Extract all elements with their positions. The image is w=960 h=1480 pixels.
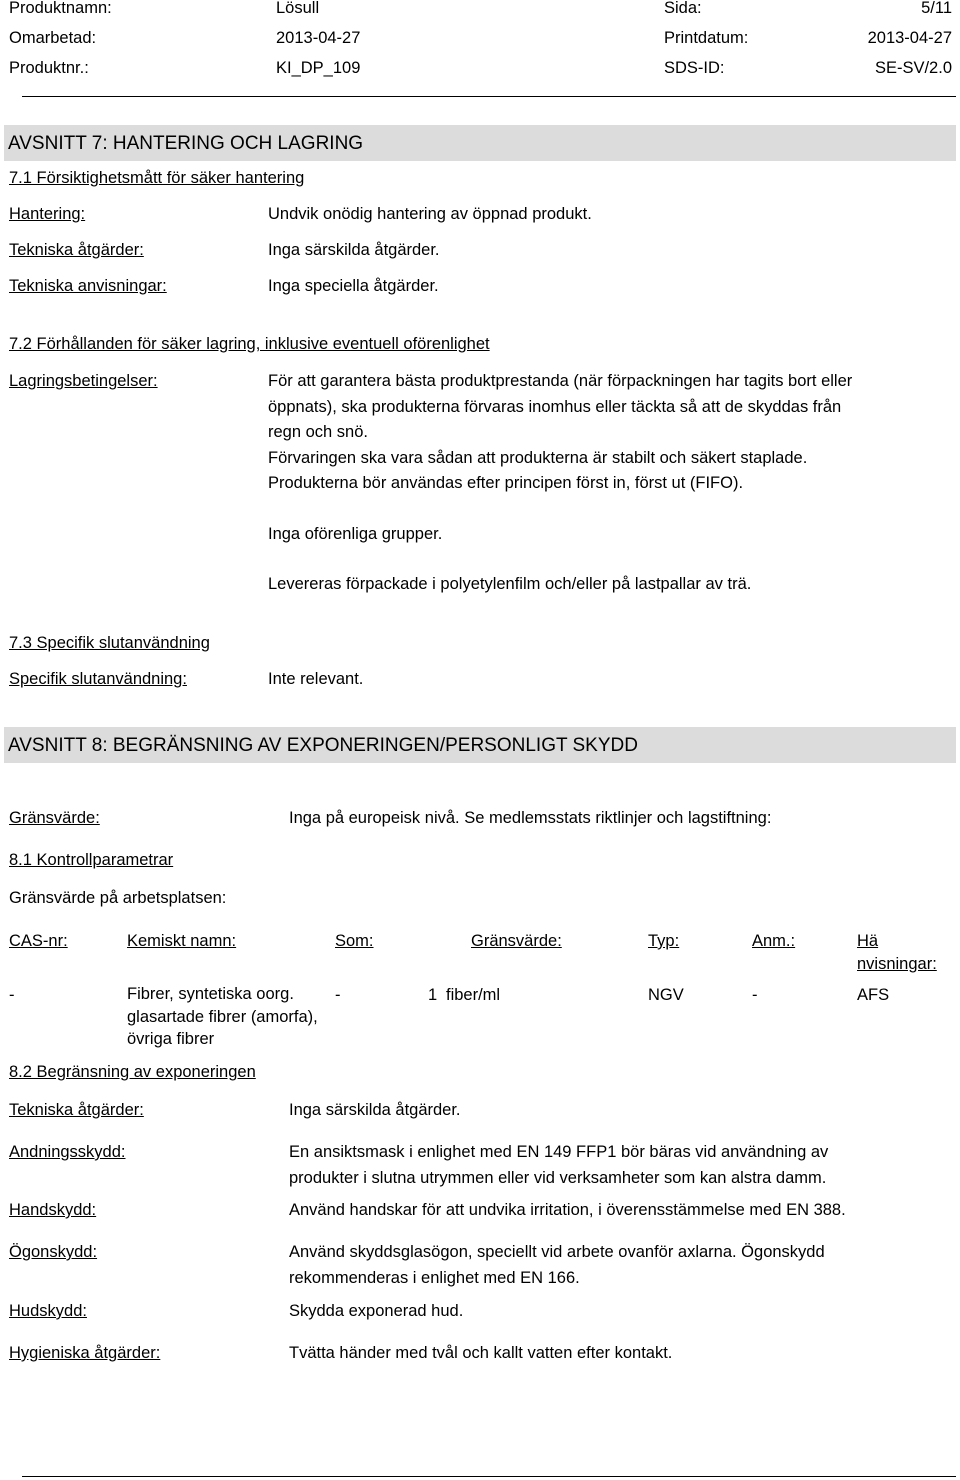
table-cell-som: -	[335, 986, 341, 1004]
lagring-line: regn och snö.	[268, 423, 368, 441]
section8-title: AVSNITT 8: BEGRÄNSNING AV EXPONERINGEN/PERSONLIGT SKYDD	[8, 735, 638, 756]
tekniska-anvisningar-label: Tekniska anvisningar:	[9, 277, 167, 295]
section7-header-bar	[4, 125, 956, 161]
header-sdsid-label: SDS-ID:	[664, 59, 725, 77]
ogonskydd-text	[289, 1240, 825, 1291]
gransvarde-value: Inga på europeisk nivå. Se medlemsstats riktlinjer och lagstiftning:	[289, 809, 772, 827]
subsection-7-2-title: 7.2 Förhållanden för säker lagring, inklusive eventuell oförenlighet	[9, 335, 490, 353]
hantering-label: Hantering:	[9, 205, 86, 223]
workplace-limit-label: Gränsvärde på arbetsplatsen:	[9, 889, 227, 907]
incompatible-groups-text: Inga oförenliga grupper.	[268, 525, 443, 543]
table-header-name: Kemiskt namn:	[127, 932, 237, 950]
hantering-value: Undvik onödig hantering av öppnad produkt.	[268, 205, 592, 223]
table-cell-name-line: Fibrer, syntetiska oorg.	[127, 985, 294, 1003]
specifik-slutanvandning-label: Specifik slutanvändning:	[9, 670, 187, 688]
table-cell-limit-num: 1	[428, 986, 438, 1004]
header-printdatum-label: Printdatum:	[664, 29, 749, 47]
table-header-typ: Typ:	[648, 932, 680, 950]
andningsskydd-line: En ansiktsmask i enlighet med EN 149 FFP1 bör bäras vid användning av	[289, 1143, 829, 1161]
table-header-som: Som:	[335, 932, 374, 950]
lagring-line: Förvaringen ska vara sådan att produkterna är stabilt och säkert staplade.	[268, 448, 808, 467]
hudskydd-label: Hudskydd:	[9, 1302, 87, 1320]
lagring-line: För att garantera bästa produktprestanda (när förpackningen har tagits bort eller	[268, 372, 853, 390]
hudskydd-value: Skydda exponerad hud.	[289, 1302, 464, 1320]
section7-title: AVSNITT 7: HANTERING OCH LAGRING	[8, 133, 364, 154]
subsection-8-1-title: 8.1 Kontrollparametrar	[9, 851, 174, 869]
table-header-hanv-line: Hä	[857, 932, 879, 950]
header-divider	[22, 96, 956, 97]
ogonskydd-line: rekommenderas i enlighet med EN 166.	[289, 1268, 580, 1287]
hygieniska-atgarder-value: Tvätta händer med tvål och kallt vatten efter kontakt.	[289, 1344, 673, 1362]
subsection-8-2-title: 8.2 Begränsning av exponeringen	[9, 1063, 256, 1081]
table-header-cas: CAS-nr:	[9, 932, 68, 950]
table-cell-name	[127, 983, 318, 1051]
lagring-line: öppnats), ska produkterna förvaras inomhus eller täckta så att de skyddas från	[268, 397, 842, 416]
table-cell-hanvisningar: AFS	[857, 986, 890, 1004]
header-omarbetad-label: Omarbetad:	[9, 29, 97, 47]
table-cell-cas: -	[9, 986, 15, 1004]
andningsskydd-text	[289, 1140, 828, 1191]
header-omarbetad-value: 2013-04-27	[276, 29, 361, 47]
header-produktnamn-value: Lösull	[276, 0, 320, 17]
footer-divider	[22, 1476, 956, 1477]
subsection-7-3-title: 7.3 Specifik slutanvändning	[9, 634, 210, 652]
lagring-line: Produkterna bör användas efter principen först in, först ut (FIFO).	[268, 474, 744, 492]
table-cell-typ: NGV	[648, 986, 684, 1004]
header-sida-value: 5/11	[921, 0, 952, 17]
table-header-hanvisningar	[857, 930, 937, 975]
handskydd-label: Handskydd:	[9, 1201, 97, 1219]
andningsskydd-line: produkter i slutna utrymmen eller vid verksamheter som kan alstra damm.	[289, 1168, 827, 1187]
tekniska-atgarder-value: Inga särskilda åtgärder.	[268, 241, 440, 259]
header-sida-label: Sida:	[664, 0, 702, 17]
tekniska-atgarder-8-value: Inga särskilda åtgärder.	[289, 1101, 461, 1119]
ogonskydd-label: Ögonskydd:	[9, 1243, 98, 1261]
handskydd-value: Använd handskar för att undvika irritation, i överensstämmelse med EN 388.	[289, 1201, 846, 1219]
header-produktnr-value: KI_DP_109	[276, 59, 361, 77]
table-cell-anm: -	[752, 986, 758, 1004]
gransvarde-label: Gränsvärde:	[9, 809, 100, 827]
header-printdatum-value: 2013-04-27	[867, 29, 952, 47]
table-header-limit: Gränsvärde:	[471, 932, 562, 950]
ogonskydd-line: Använd skyddsglasögon, speciellt vid arbete ovanför axlarna. Ögonskydd	[289, 1243, 825, 1261]
header-produktnr-label: Produktnr.:	[9, 59, 89, 77]
tekniska-atgarder-8-label: Tekniska åtgärder:	[9, 1101, 144, 1119]
table-cell-name-line: övriga fibrer	[127, 1030, 215, 1048]
hygieniska-atgarder-label: Hygieniska åtgärder:	[9, 1344, 161, 1362]
header-sdsid-value: SE-SV/2.0	[874, 59, 952, 77]
table-header-anm: Anm.:	[752, 932, 796, 950]
lagringsbetingelser-text	[268, 369, 852, 497]
andningsskydd-label: Andningsskydd:	[9, 1143, 126, 1161]
table-cell-limit-unit: fiber/ml	[446, 986, 501, 1004]
packaging-text: Levereras förpackade i polyetylenfilm och/eller på lastpallar av trä.	[268, 575, 752, 593]
table-header-hanv-line: nvisningar:	[857, 954, 937, 973]
tekniska-anvisningar-value: Inga speciella åtgärder.	[268, 277, 439, 295]
section8-header-bar	[4, 727, 956, 763]
table-cell-name-line: glasartade fibrer (amorfa),	[127, 1007, 318, 1026]
subsection-7-1-title: 7.1 Försiktighetsmått för säker hantering	[9, 169, 305, 187]
lagringsbetingelser-label: Lagringsbetingelser:	[9, 372, 158, 390]
tekniska-atgarder-label: Tekniska åtgärder:	[9, 241, 144, 259]
header-produktnamn-label: Produktnamn:	[9, 0, 112, 17]
specifik-slutanvandning-value: Inte relevant.	[268, 670, 364, 688]
